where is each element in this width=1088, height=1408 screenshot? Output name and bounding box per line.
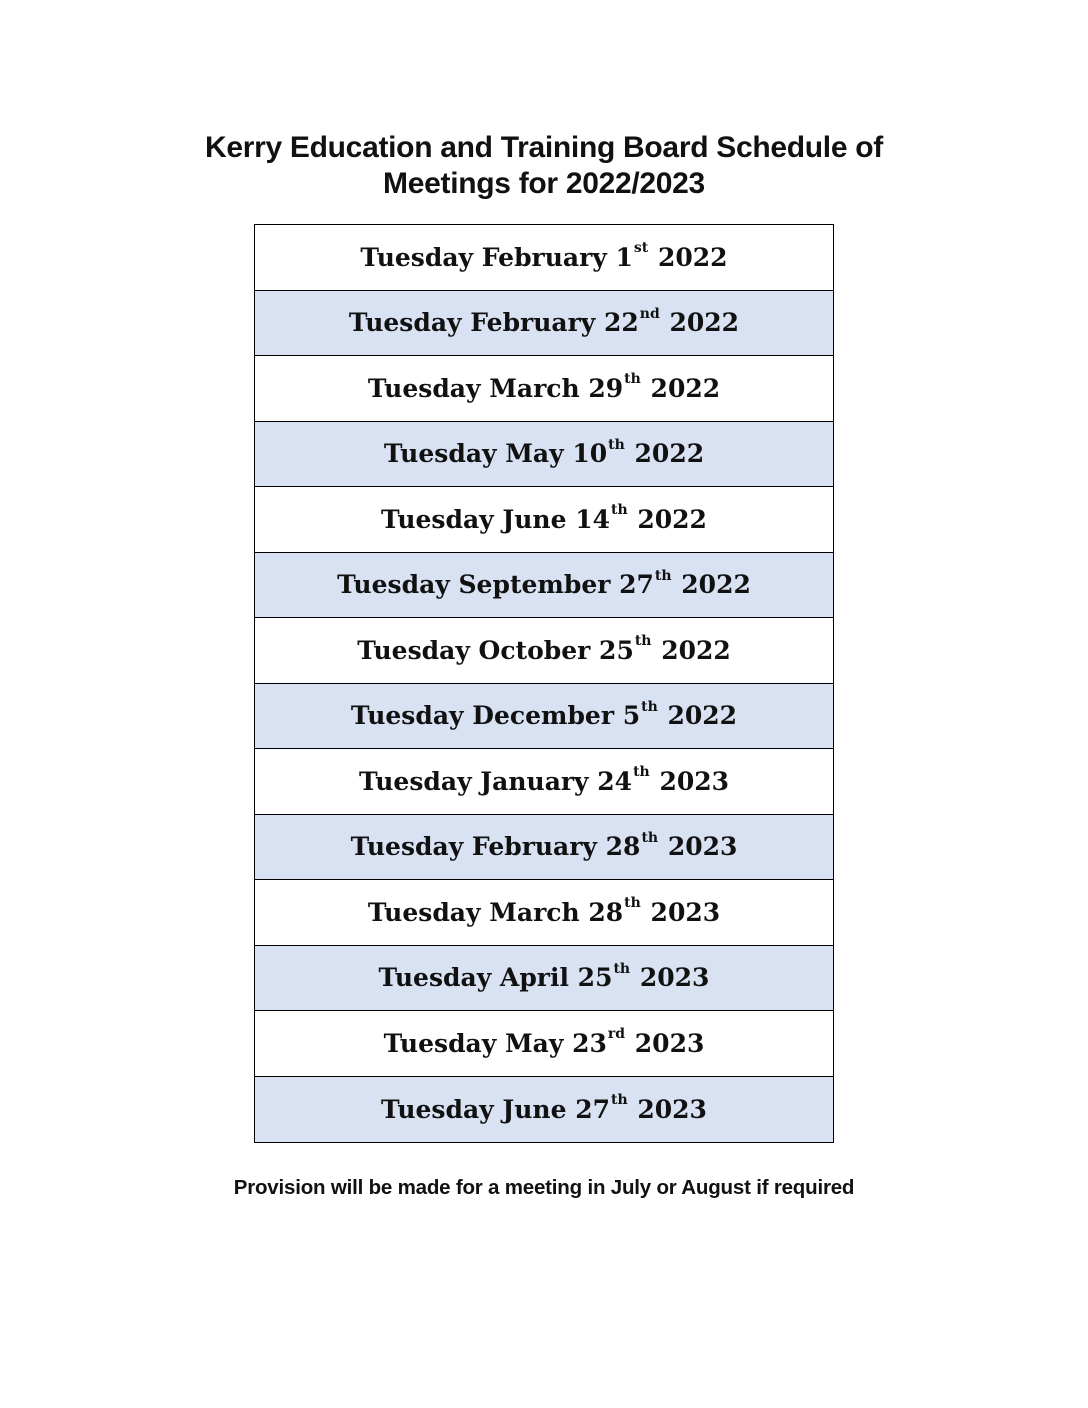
meeting-date xyxy=(360,240,728,272)
meeting-row xyxy=(255,1077,833,1143)
meeting-row xyxy=(255,225,833,291)
meeting-year: 2023 xyxy=(634,1028,705,1058)
ordinal-suffix: th xyxy=(613,960,631,977)
meeting-date xyxy=(381,1092,707,1124)
meeting-row xyxy=(255,684,833,750)
meeting-day-month: Tuesday January 24 xyxy=(358,766,633,796)
meeting-row xyxy=(255,356,833,422)
meeting-day-month: Tuesday March 29 xyxy=(367,373,624,403)
ordinal-suffix: rd xyxy=(607,1026,626,1043)
meeting-year: 2022 xyxy=(650,373,721,403)
meeting-row xyxy=(255,1011,833,1077)
meeting-date xyxy=(367,895,721,927)
ordinal-suffix: th xyxy=(611,502,628,519)
meeting-date xyxy=(350,829,738,862)
meeting-day-month: Tuesday May 10 xyxy=(383,439,608,469)
meeting-row xyxy=(255,422,833,488)
meeting-date xyxy=(348,305,740,338)
ordinal-suffix: th xyxy=(641,829,659,846)
meeting-year: 2022 xyxy=(681,570,751,600)
ordinal-suffix: th xyxy=(624,371,641,388)
ordinal-suffix: st xyxy=(633,240,649,257)
meeting-date xyxy=(383,436,705,469)
meeting-date xyxy=(383,1026,705,1058)
meeting-day-month: Tuesday September 27 xyxy=(337,570,654,600)
meeting-row xyxy=(255,618,833,684)
meeting-date xyxy=(350,698,738,731)
meeting-year: 2022 xyxy=(669,308,740,338)
ordinal-suffix: th xyxy=(654,567,672,584)
ordinal-suffix: th xyxy=(641,698,658,715)
meeting-year: 2022 xyxy=(667,701,738,731)
meeting-row xyxy=(255,749,833,815)
meeting-day-month: Tuesday March 28 xyxy=(367,897,624,927)
meeting-row xyxy=(255,291,833,357)
meeting-day-month: Tuesday May 23 xyxy=(383,1028,607,1058)
ordinal-suffix: th xyxy=(608,436,625,453)
meeting-year: 2023 xyxy=(639,963,710,993)
meeting-schedule-table xyxy=(254,224,834,1143)
meeting-day-month: Tuesday October 25 xyxy=(357,635,634,665)
ordinal-suffix: nd xyxy=(639,305,660,322)
meeting-year: 2022 xyxy=(661,635,731,665)
provision-note: Provision will be made for a meeting in July or August if required xyxy=(233,1176,855,1199)
meeting-day-month: Tuesday April 25 xyxy=(378,963,613,993)
meeting-row xyxy=(255,815,833,881)
meeting-year: 2023 xyxy=(650,897,721,927)
meeting-day-month: Tuesday February 22 xyxy=(348,308,639,338)
meeting-year: 2023 xyxy=(667,832,738,862)
meeting-date xyxy=(358,764,730,796)
ordinal-suffix: th xyxy=(624,895,641,912)
title-line-1: Kerry Education and Training Board Schedule of xyxy=(205,131,883,164)
meeting-year: 2023 xyxy=(637,1094,707,1124)
meeting-day-month: Tuesday February 28 xyxy=(350,832,641,862)
meeting-year: 2023 xyxy=(659,766,730,796)
meeting-day-month: Tuesday June 14 xyxy=(381,504,610,534)
meeting-year: 2022 xyxy=(657,242,728,272)
meeting-day-month: Tuesday February 1 xyxy=(360,242,633,272)
ordinal-suffix: th xyxy=(634,633,652,650)
meeting-day-month: Tuesday June 27 xyxy=(381,1094,610,1124)
meeting-row xyxy=(255,553,833,619)
ordinal-suffix: th xyxy=(633,764,650,781)
meeting-year: 2022 xyxy=(637,504,707,534)
meeting-date xyxy=(357,633,731,665)
meeting-date xyxy=(367,371,721,403)
meeting-day-month: Tuesday December 5 xyxy=(350,701,641,731)
meeting-row xyxy=(255,487,833,553)
meeting-date xyxy=(378,960,710,993)
title-line-2: Meetings for 2022/2023 xyxy=(383,167,705,200)
page-title xyxy=(0,130,1088,202)
meeting-row xyxy=(255,880,833,946)
meeting-year: 2022 xyxy=(634,439,705,469)
meeting-date xyxy=(337,567,751,600)
meeting-row xyxy=(255,946,833,1012)
meeting-date xyxy=(381,502,707,534)
ordinal-suffix: th xyxy=(611,1092,628,1109)
